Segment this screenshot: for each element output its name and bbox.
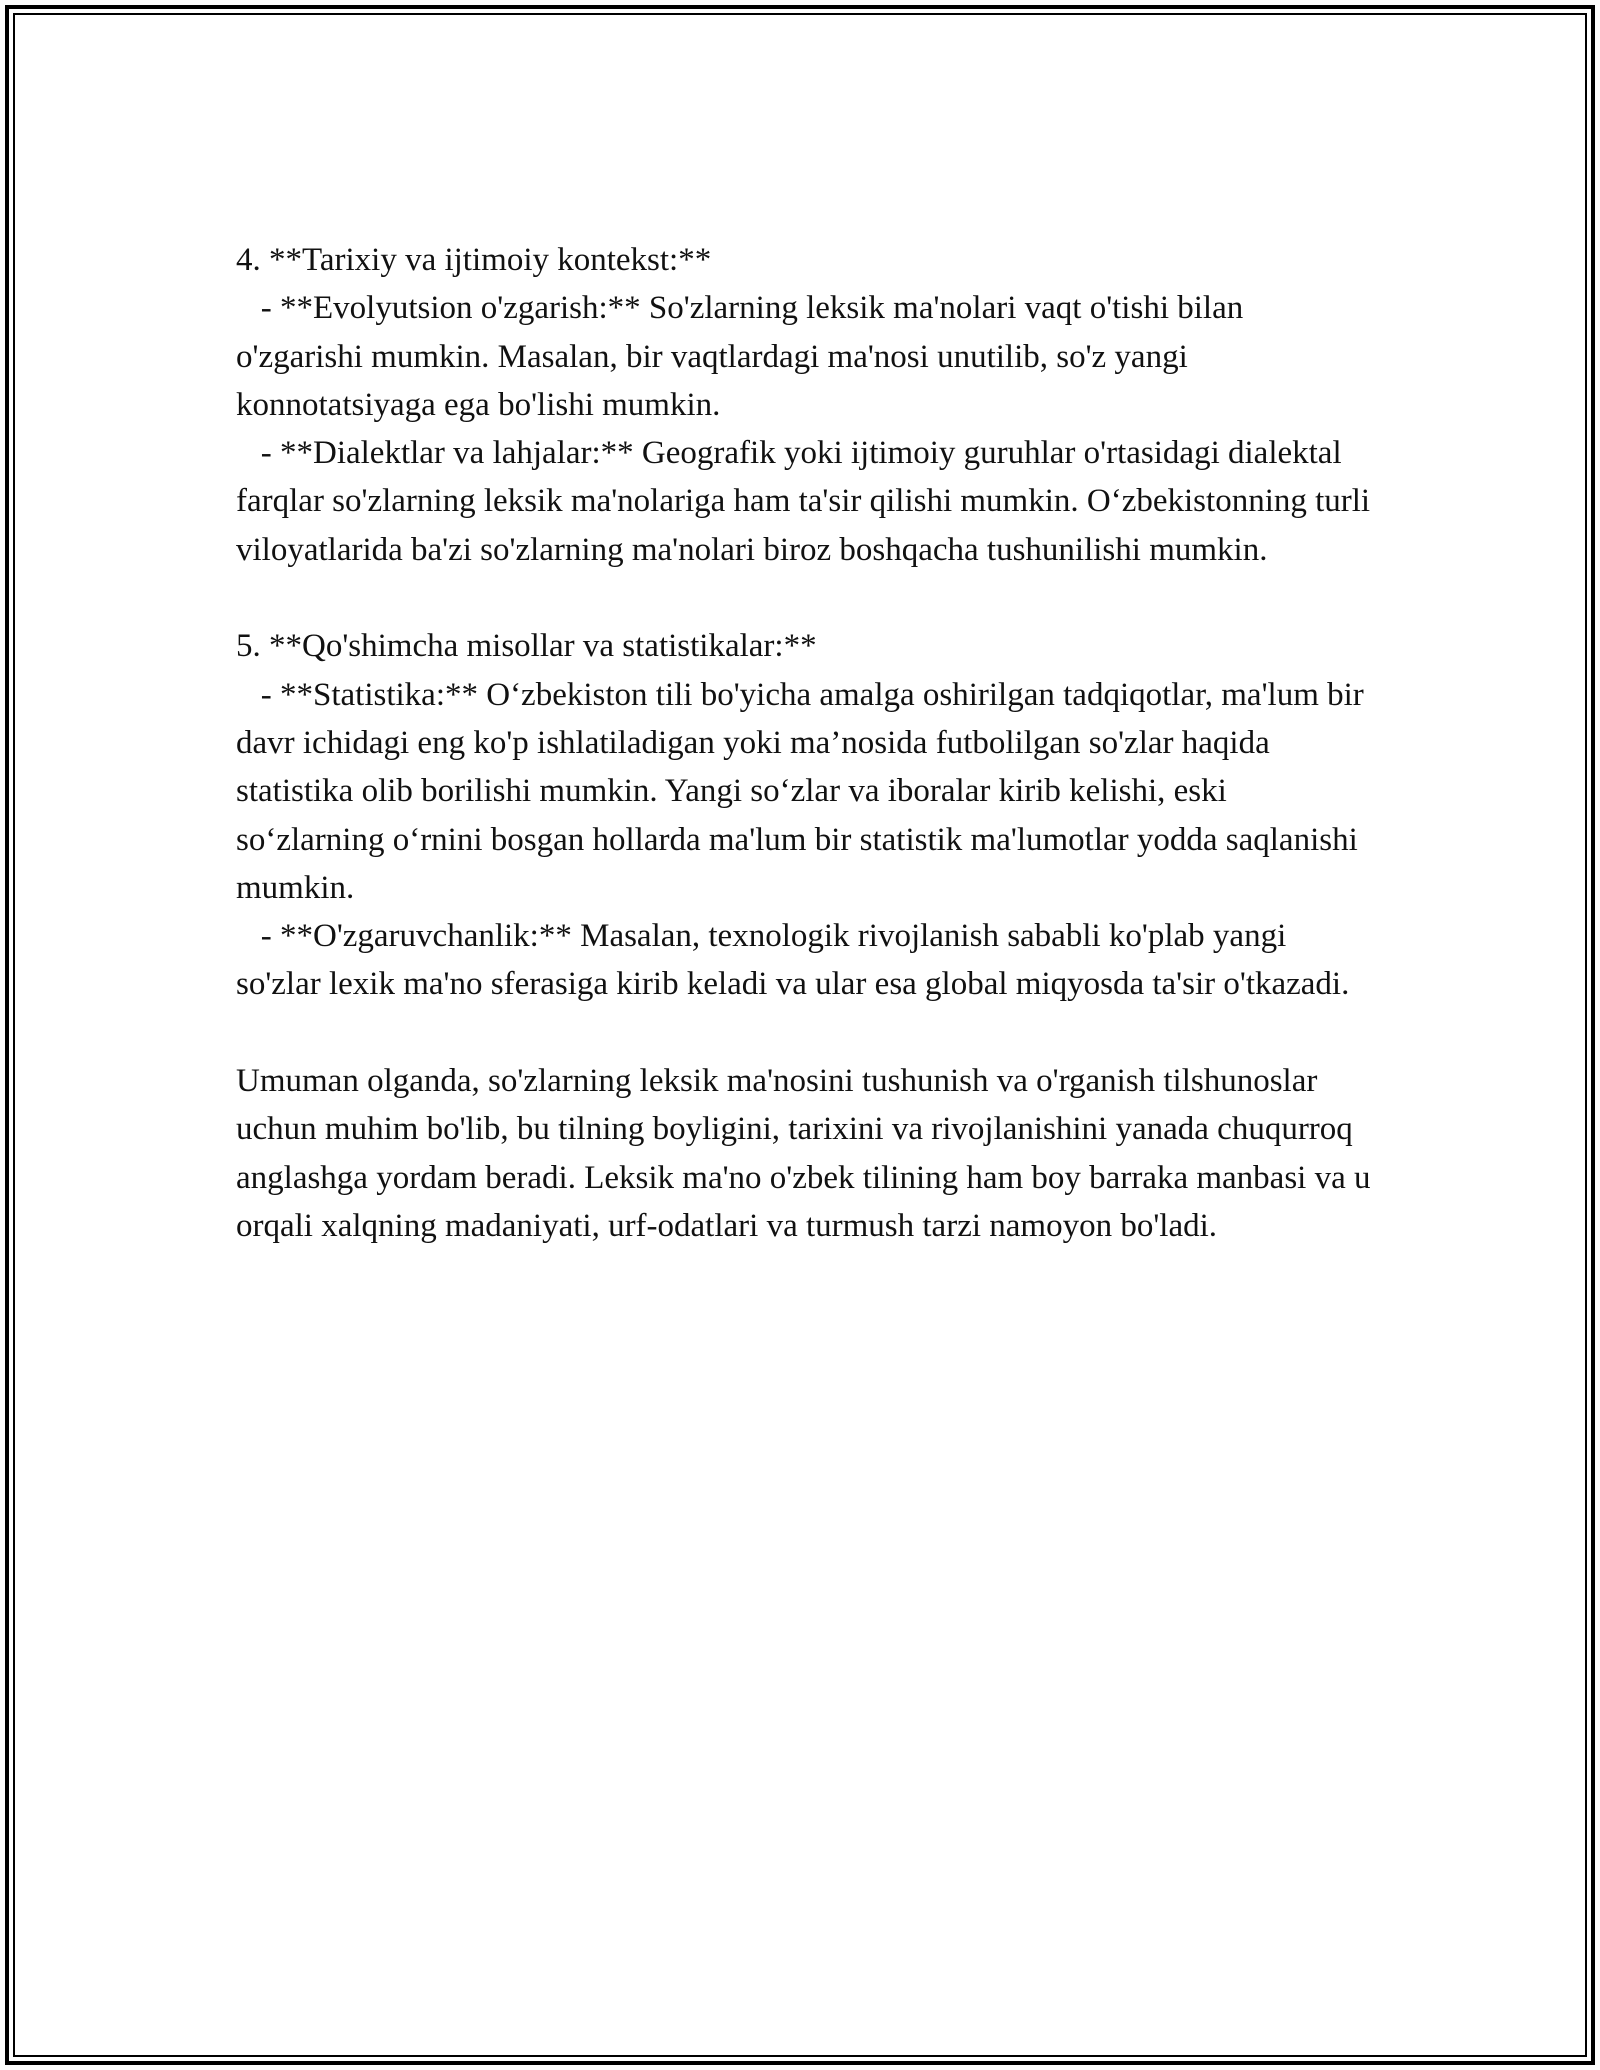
section-5-item-variability: - **O'zgaruvchanlik:** Masalan, texnologik rivojlanish sababli ko'plab yangi so'zlar lexik ma'no sferasiga kirib keladi va ular esa global miqyosda ta'sir o'tkazadi. [236, 918, 1350, 1003]
paragraph-spacer [236, 1009, 1376, 1057]
conclusion-paragraph: Umuman olganda, so'zlarning leksik ma'nosini tushunish va o'rganish tilshunoslar uchun muhim bo'lib, bu tilning boyligini, tarixini va rivojlanishini yanada chuqurroq anglashga yordam beradi. Leksik ma'no o'zbek tilining ham boy barraka manbasi va u orqali xalqning madaniyati, urf-odatlari va turmush tarzi namoyon bo'ladi. [236, 1063, 1379, 1244]
section-4-item-evolution: - **Evolyutsion o'zgarish:** So'zlarning leksik ma'nolari vaqt o'tishi bilan o'zgarishi mumkin. Masalan, bir vaqtlardagi ma'nosi unutilib, so'z yangi konnotatsiyaga ega bo'lishi mumkin. [236, 290, 1252, 423]
document-body [236, 236, 1379, 1250]
section-4-heading: 4. **Tarixiy va ijtimoiy kontekst:** [236, 242, 712, 278]
paragraph-spacer [236, 574, 1376, 622]
section-5-heading: 5. **Qo'shimcha misollar va statistikalar:** [236, 628, 817, 665]
section-4-item-dialects: - **Dialektlar va lahjalar:** Geografik yoki ijtimoiy guruhlar o'rtasidagi dialektal farqlar so'zlarning leksik ma'nolariga ham ta'sir qilishi mumkin. O‘zbekistonning turli viloyatlarida ba'zi so'zlarning ma'nolari biroz boshqacha tushunilishi mumkin. [236, 435, 1379, 568]
section-5-item-statistics: - **Statistika:** O‘zbekiston tili bo'yicha amalga oshirilgan tadqiqotlar, ma'lum bir davr ichidagi eng ko'p ishlatiladigan yoki ma’nosida futbolilgan so'zlar haqida statistika olib borilishi mumkin. Yangi so‘zlar va iboralar kirib kelishi, eski so‘zlarning o‘rnini bosgan hollarda ma'lum bir statistik ma'lumotlar yodda saqlanishi mumkin. [236, 676, 1373, 906]
